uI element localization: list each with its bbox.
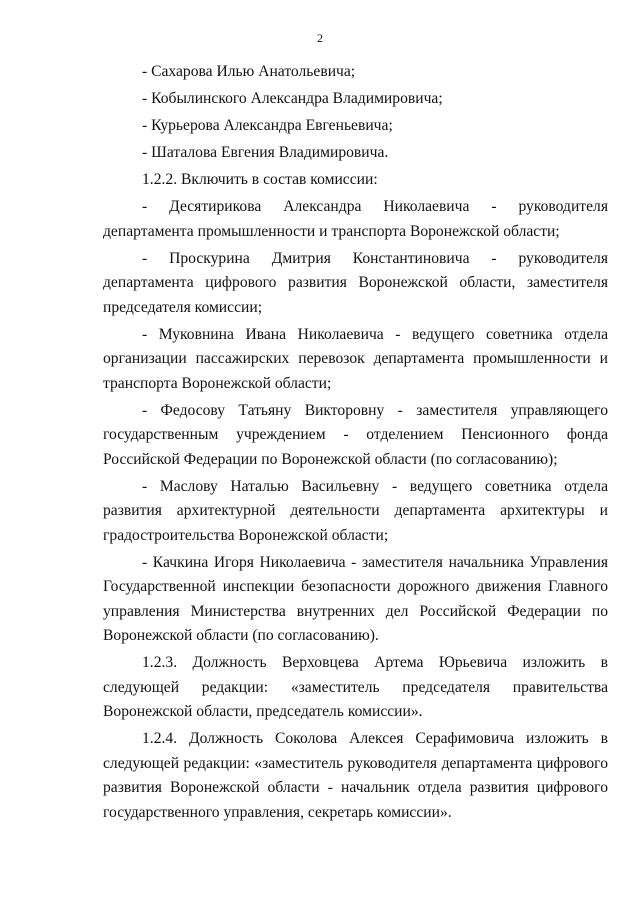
clause-1-2-2: 1.2.2. Включить в состав комиссии: <box>142 171 378 188</box>
list-item-proskurin: - Проскурина Дмитрия Константиновича - руководителя департамента цифрового развития Воронежской области, заместителя председателя комиссии; <box>103 249 608 316</box>
list-item-fedosova: - Федосову Татьяну Викторовну - заместителя управляющего государственным учреждением - отделением Пенсионного фонда Российской Федерации по Воронежской области (по согласованию); <box>103 401 608 468</box>
list-item-kachkin: - Качкина Игоря Николаевича - заместителя начальника Управления Государственной инспекции безопасности дорожного движения Главного управления Министерства внутренних дел Российской Федерации по Воронежской области (по согласованию). <box>103 553 608 644</box>
list-item-desyatirikov: - Десятирикова Александра Николаевича - руководителя департамента промышленности и транспорта Воронежской области; <box>103 198 608 240</box>
clause-1-2-4: 1.2.4. Должность Соколова Алексея Серафимовича изложить в следующей редакции: «заместитель руководителя департамента цифрового развития Воронежской области - начальник отдела развития цифрового государственного управления, секретарь комиссии». <box>103 730 608 821</box>
document-body <box>103 60 608 828</box>
page-number: 2 <box>317 31 323 45</box>
list-item-maslova: - Маслову Наталью Васильевну - ведущего советника отдела развития архитектурной деятельности департамента архитектуры и градостроительства Воронежской области; <box>103 477 608 544</box>
clause-1-2-3: 1.2.3. Должность Верховцева Артема Юрьевича изложить в следующей редакции: «заместитель председателя правительства Воронежской области, председатель комиссии». <box>103 654 608 720</box>
list-item-mukovnin: - Муковнина Ивана Николаевича - ведущего советника отдела организации пассажирских перевозок департамента промышленности и транспорта Воронежской области; <box>103 325 608 392</box>
list-item-kuryerov: - Курьерова Александра Евгеньевича; <box>142 117 393 134</box>
list-item-kobylinsky: - Кобылинского Александра Владимировича; <box>142 90 443 107</box>
list-item-shatalov: - Шаталова Евгения Владимировича. <box>142 144 389 161</box>
list-item-sakharov: - Сахарова Илью Анатольевича; <box>142 63 356 80</box>
